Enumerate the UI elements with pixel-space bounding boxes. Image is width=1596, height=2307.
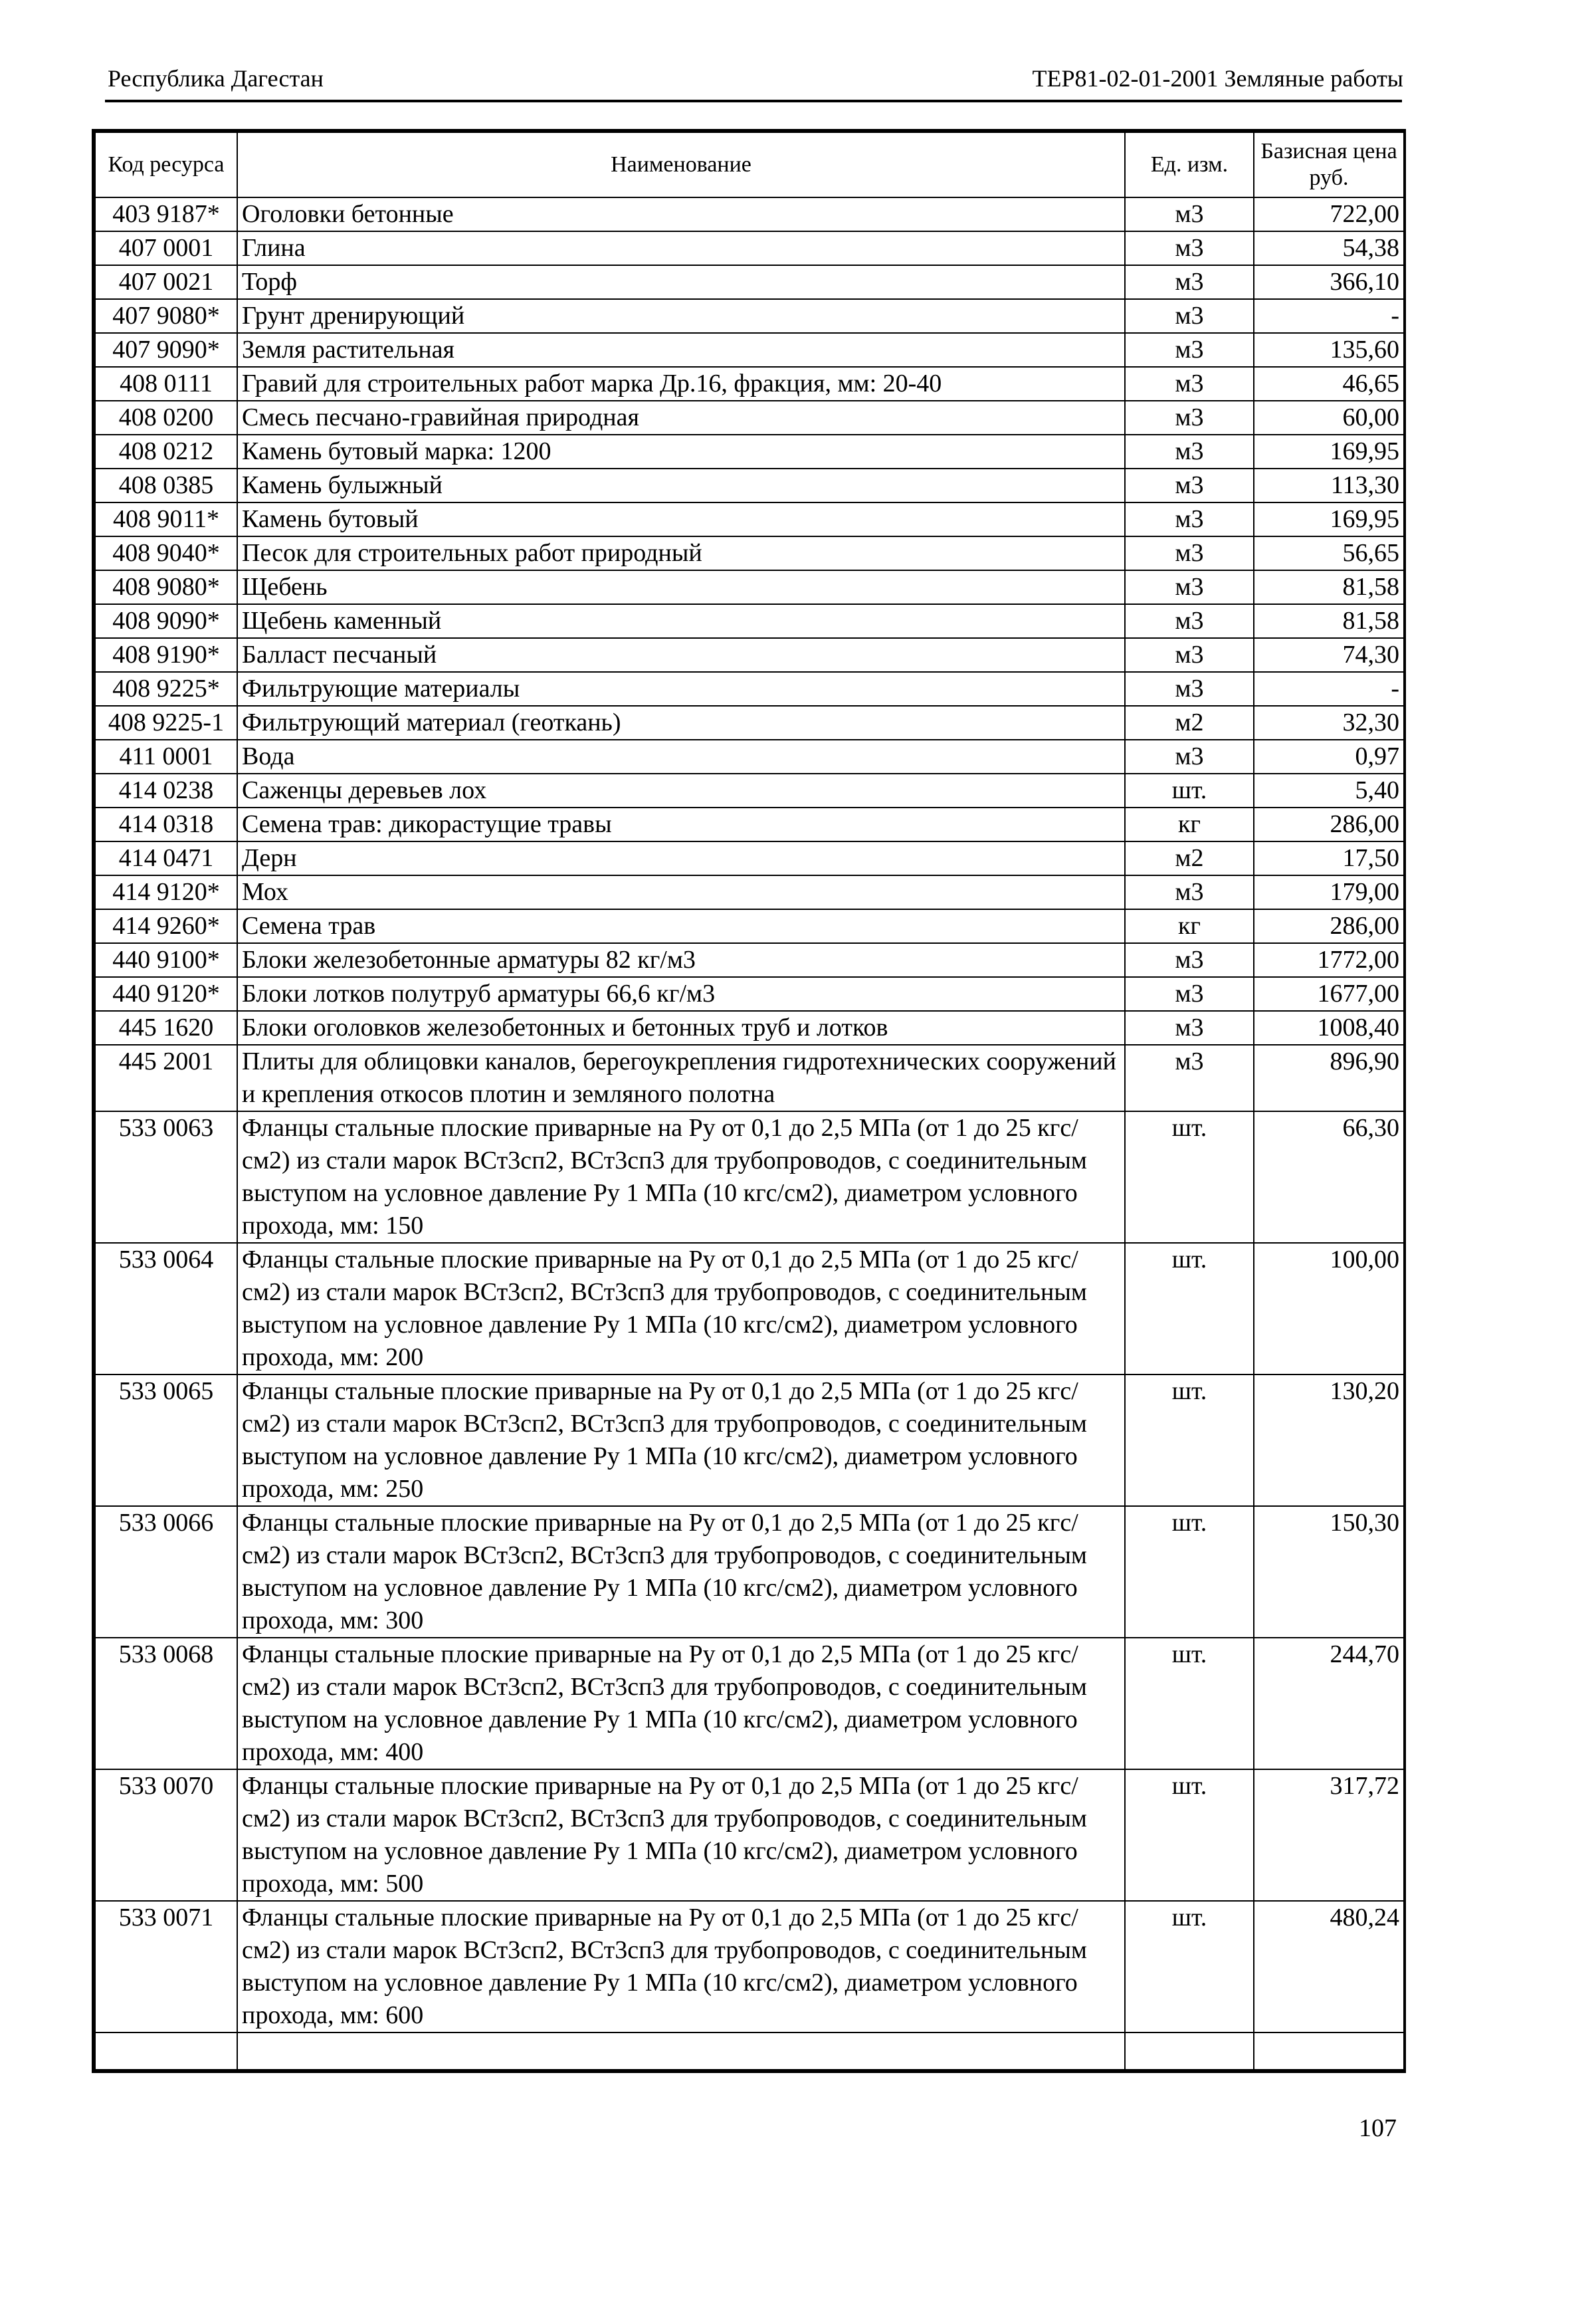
resource-name-cell: Фланцы стальные плоские приварные на Ру от 0,1 до 2,5 МПа (от 1 до 25 кгс/см2) из стали марок ВСт3сп2, ВСт3сп3 для трубопроводов, с соединительным выступом на условное давление Ру 1 МПа (10 кгс/см2), диаметром условного прохода, мм: 500 xyxy=(237,1769,1125,1901)
resource-name-cell: Гравий для строительных работ марка Др.16, фракция, мм: 20-40 xyxy=(237,367,1125,401)
unit-cell: м3 xyxy=(1125,367,1254,401)
base-price-cell: 0,97 xyxy=(1254,740,1404,774)
base-price-cell: 46,65 xyxy=(1254,367,1404,401)
unit-cell: м3 xyxy=(1125,977,1254,1011)
resource-code-cell: 533 0068 xyxy=(95,1638,237,1769)
base-price-cell: 169,95 xyxy=(1254,435,1404,469)
resource-code-cell: 414 9260* xyxy=(95,909,237,943)
resource-name-cell: Семена трав xyxy=(237,909,1125,943)
resource-code-cell: 411 0001 xyxy=(95,740,237,774)
unit-cell: м3 xyxy=(1125,1011,1254,1045)
base-price-cell: 81,58 xyxy=(1254,570,1404,604)
column-header-name: Наименование xyxy=(237,132,1125,197)
base-price-cell: 1772,00 xyxy=(1254,943,1404,977)
unit-cell: м3 xyxy=(1125,638,1254,672)
base-price-cell: - xyxy=(1254,299,1404,333)
base-price-cell: 32,30 xyxy=(1254,706,1404,740)
base-price-cell: 60,00 xyxy=(1254,401,1404,435)
resource-code-cell: 408 0200 xyxy=(95,401,237,435)
table-row xyxy=(95,265,1404,299)
empty-cell xyxy=(1254,2032,1404,2070)
resource-name-cell: Камень бутовый марка: 1200 xyxy=(237,435,1125,469)
resource-table-frame xyxy=(92,129,1406,2073)
unit-cell: м3 xyxy=(1125,740,1254,774)
unit-cell: шт. xyxy=(1125,1506,1254,1638)
resource-name-cell: Торф xyxy=(237,265,1125,299)
empty-cell xyxy=(237,2032,1125,2070)
resource-name-cell: Фланцы стальные плоские приварные на Ру от 0,1 до 2,5 МПа (от 1 до 25 кгс/см2) из стали марок ВСт3сп2, ВСт3сп3 для трубопроводов, с соединительным выступом на условное давление Ру 1 МПа (10 кгс/см2), диаметром условного прохода, мм: 600 xyxy=(237,1901,1125,2032)
resource-name-cell: Блоки лотков полутруб арматуры 66,6 кг/м3 xyxy=(237,977,1125,1011)
unit-cell: м3 xyxy=(1125,604,1254,638)
table-row xyxy=(95,706,1404,740)
resource-code-cell: 414 0318 xyxy=(95,808,237,841)
resource-name-cell: Фильтрующий материал (геоткань) xyxy=(237,706,1125,740)
table-row xyxy=(95,435,1404,469)
unit-cell: м3 xyxy=(1125,469,1254,502)
table-row xyxy=(95,1769,1404,1901)
table-row xyxy=(95,1374,1404,1506)
unit-cell: кг xyxy=(1125,909,1254,943)
base-price-cell: 74,30 xyxy=(1254,638,1404,672)
unit-cell: шт. xyxy=(1125,1901,1254,2032)
header-divider xyxy=(105,100,1402,102)
table-row xyxy=(95,1901,1404,2032)
unit-cell: м3 xyxy=(1125,570,1254,604)
resource-code-cell: 414 9120* xyxy=(95,875,237,909)
column-header-unit: Ед. изм. xyxy=(1125,132,1254,197)
unit-cell: м3 xyxy=(1125,333,1254,367)
resource-code-cell: 445 2001 xyxy=(95,1045,237,1111)
unit-cell: шт. xyxy=(1125,1769,1254,1901)
table-row xyxy=(95,808,1404,841)
base-price-cell: 130,20 xyxy=(1254,1374,1404,1506)
resource-name-cell: Дерн xyxy=(237,841,1125,875)
table-row xyxy=(95,841,1404,875)
unit-cell: м3 xyxy=(1125,435,1254,469)
column-header-price: Базисная цена руб. xyxy=(1254,132,1404,197)
resource-code-cell: 408 9225* xyxy=(95,672,237,706)
resource-code-cell: 440 9120* xyxy=(95,977,237,1011)
resource-code-cell: 414 0471 xyxy=(95,841,237,875)
resource-name-cell: Фланцы стальные плоские приварные на Ру от 0,1 до 2,5 МПа (от 1 до 25 кгс/см2) из стали марок ВСт3сп2, ВСт3сп3 для трубопроводов, с соединительным выступом на условное давление Ру 1 МПа (10 кгс/см2), диаметром условного прохода, мм: 150 xyxy=(237,1111,1125,1243)
resource-code-cell: 408 9225-1 xyxy=(95,706,237,740)
table-row xyxy=(95,197,1404,231)
resource-name-cell: Саженцы деревьев лох xyxy=(237,774,1125,808)
resource-name-cell: Земля растительная xyxy=(237,333,1125,367)
resource-code-cell: 408 9011* xyxy=(95,502,237,536)
resource-code-cell: 533 0063 xyxy=(95,1111,237,1243)
table-row xyxy=(95,1111,1404,1243)
base-price-cell: 56,65 xyxy=(1254,536,1404,570)
base-price-cell: 17,50 xyxy=(1254,841,1404,875)
resource-name-cell: Балласт песчаный xyxy=(237,638,1125,672)
resource-name-cell: Фланцы стальные плоские приварные на Ру от 0,1 до 2,5 МПа (от 1 до 25 кгс/см2) из стали марок ВСт3сп2, ВСт3сп3 для трубопроводов, с соединительным выступом на условное давление Ру 1 МПа (10 кгс/см2), диаметром условного прохода, мм: 400 xyxy=(237,1638,1125,1769)
unit-cell: шт. xyxy=(1125,1374,1254,1506)
base-price-cell: 366,10 xyxy=(1254,265,1404,299)
unit-cell: м3 xyxy=(1125,299,1254,333)
base-price-cell: 480,24 xyxy=(1254,1901,1404,2032)
table-row xyxy=(95,638,1404,672)
table-row xyxy=(95,1011,1404,1045)
resource-code-cell: 408 9090* xyxy=(95,604,237,638)
resource-code-cell: 533 0065 xyxy=(95,1374,237,1506)
unit-cell: м3 xyxy=(1125,401,1254,435)
empty-cell xyxy=(95,2032,237,2070)
table-row xyxy=(95,774,1404,808)
base-price-cell: 244,70 xyxy=(1254,1638,1404,1769)
resource-code-cell: 408 0212 xyxy=(95,435,237,469)
table-row xyxy=(95,875,1404,909)
unit-cell: м2 xyxy=(1125,706,1254,740)
base-price-cell: 5,40 xyxy=(1254,774,1404,808)
resource-code-cell: 533 0064 xyxy=(95,1243,237,1374)
table-header-row xyxy=(95,132,1404,197)
column-header-code: Код ресурса xyxy=(95,132,237,197)
unit-cell: м3 xyxy=(1125,197,1254,231)
document-region: Республика Дагестан xyxy=(108,65,324,92)
base-price-cell: 286,00 xyxy=(1254,808,1404,841)
base-price-cell: 66,30 xyxy=(1254,1111,1404,1243)
resource-name-cell: Щебень xyxy=(237,570,1125,604)
resource-name-cell: Фланцы стальные плоские приварные на Ру от 0,1 до 2,5 МПа (от 1 до 25 кгс/см2) из стали марок ВСт3сп2, ВСт3сп3 для трубопроводов, с соединительным выступом на условное давление Ру 1 МПа (10 кгс/см2), диаметром условного прохода, мм: 250 xyxy=(237,1374,1125,1506)
resource-table xyxy=(94,132,1405,2070)
table-row-empty xyxy=(95,2032,1404,2070)
resource-code-cell: 440 9100* xyxy=(95,943,237,977)
base-price-cell: 113,30 xyxy=(1254,469,1404,502)
unit-cell: шт. xyxy=(1125,1243,1254,1374)
page-number: 107 xyxy=(1359,2114,1397,2142)
resource-code-cell: 414 0238 xyxy=(95,774,237,808)
resource-code-cell: 533 0066 xyxy=(95,1506,237,1638)
unit-cell: кг xyxy=(1125,808,1254,841)
base-price-cell: 81,58 xyxy=(1254,604,1404,638)
resource-name-cell: Семена трав: дикорастущие травы xyxy=(237,808,1125,841)
resource-name-cell: Оголовки бетонные xyxy=(237,197,1125,231)
base-price-cell: 100,00 xyxy=(1254,1243,1404,1374)
resource-name-cell: Блоки оголовков железобетонных и бетонных труб и лотков xyxy=(237,1011,1125,1045)
resource-code-cell: 407 0001 xyxy=(95,231,237,265)
resource-name-cell: Камень бутовый xyxy=(237,502,1125,536)
resource-code-cell: 407 9080* xyxy=(95,299,237,333)
table-body xyxy=(95,197,1404,2070)
table-row xyxy=(95,604,1404,638)
table-row xyxy=(95,1638,1404,1769)
base-price-cell: 150,30 xyxy=(1254,1506,1404,1638)
resource-code-cell: 533 0071 xyxy=(95,1901,237,2032)
table-row xyxy=(95,977,1404,1011)
resource-name-cell: Вода xyxy=(237,740,1125,774)
base-price-cell: 1677,00 xyxy=(1254,977,1404,1011)
base-price-cell: 1008,40 xyxy=(1254,1011,1404,1045)
resource-code-cell: 408 9190* xyxy=(95,638,237,672)
unit-cell: м3 xyxy=(1125,672,1254,706)
resource-name-cell: Плиты для облицовки каналов, берегоукрепления гидротехнических сооружений и крепления откосов плотин и земляного полотна xyxy=(237,1045,1125,1111)
unit-cell: м3 xyxy=(1125,265,1254,299)
unit-cell: м2 xyxy=(1125,841,1254,875)
unit-cell: м3 xyxy=(1125,1045,1254,1111)
resource-name-cell: Песок для строительных работ природный xyxy=(237,536,1125,570)
table-row xyxy=(95,401,1404,435)
table-row xyxy=(95,943,1404,977)
resource-name-cell: Щебень каменный xyxy=(237,604,1125,638)
base-price-cell: 54,38 xyxy=(1254,231,1404,265)
resource-name-cell: Камень булыжный xyxy=(237,469,1125,502)
table-row xyxy=(95,909,1404,943)
table-row xyxy=(95,1243,1404,1374)
table-row xyxy=(95,1045,1404,1111)
base-price-cell: 722,00 xyxy=(1254,197,1404,231)
table-row xyxy=(95,1506,1404,1638)
resource-code-cell: 403 9187* xyxy=(95,197,237,231)
table-row xyxy=(95,536,1404,570)
table-row xyxy=(95,740,1404,774)
base-price-cell: 179,00 xyxy=(1254,875,1404,909)
empty-cell xyxy=(1125,2032,1254,2070)
resource-name-cell: Фланцы стальные плоские приварные на Ру от 0,1 до 2,5 МПа (от 1 до 25 кгс/см2) из стали марок ВСт3сп2, ВСт3сп3 для трубопроводов, с соединительным выступом на условное давление Ру 1 МПа (10 кгс/см2), диаметром условного прохода, мм: 200 xyxy=(237,1243,1125,1374)
table-row xyxy=(95,333,1404,367)
unit-cell: шт. xyxy=(1125,774,1254,808)
resource-name-cell: Фильтрующие материалы xyxy=(237,672,1125,706)
resource-name-cell: Мох xyxy=(237,875,1125,909)
resource-name-cell: Смесь песчано-гравийная природная xyxy=(237,401,1125,435)
unit-cell: м3 xyxy=(1125,536,1254,570)
base-price-cell: 317,72 xyxy=(1254,1769,1404,1901)
resource-code-cell: 407 9090* xyxy=(95,333,237,367)
base-price-cell: 286,00 xyxy=(1254,909,1404,943)
unit-cell: шт. xyxy=(1125,1111,1254,1243)
table-row xyxy=(95,672,1404,706)
resource-name-cell: Грунт дренирующий xyxy=(237,299,1125,333)
unit-cell: м3 xyxy=(1125,875,1254,909)
table-row xyxy=(95,367,1404,401)
resource-code-cell: 407 0021 xyxy=(95,265,237,299)
unit-cell: м3 xyxy=(1125,231,1254,265)
resource-name-cell: Блоки железобетонные арматуры 82 кг/м3 xyxy=(237,943,1125,977)
document-title: ТЕР81-02-01-2001 Земляные работы xyxy=(1032,65,1403,92)
table-row xyxy=(95,299,1404,333)
unit-cell: м3 xyxy=(1125,502,1254,536)
base-price-cell: - xyxy=(1254,672,1404,706)
table-row xyxy=(95,469,1404,502)
resource-code-cell: 408 0111 xyxy=(95,367,237,401)
base-price-cell: 135,60 xyxy=(1254,333,1404,367)
resource-code-cell: 533 0070 xyxy=(95,1769,237,1901)
unit-cell: шт. xyxy=(1125,1638,1254,1769)
unit-cell: м3 xyxy=(1125,943,1254,977)
resource-name-cell: Глина xyxy=(237,231,1125,265)
table-row xyxy=(95,570,1404,604)
table-row xyxy=(95,231,1404,265)
resource-code-cell: 408 0385 xyxy=(95,469,237,502)
resource-code-cell: 445 1620 xyxy=(95,1011,237,1045)
resource-code-cell: 408 9040* xyxy=(95,536,237,570)
base-price-cell: 896,90 xyxy=(1254,1045,1404,1111)
base-price-cell: 169,95 xyxy=(1254,502,1404,536)
table-row xyxy=(95,502,1404,536)
resource-name-cell: Фланцы стальные плоские приварные на Ру от 0,1 до 2,5 МПа (от 1 до 25 кгс/см2) из стали марок ВСт3сп2, ВСт3сп3 для трубопроводов, с соединительным выступом на условное давление Ру 1 МПа (10 кгс/см2), диаметром условного прохода, мм: 300 xyxy=(237,1506,1125,1638)
resource-code-cell: 408 9080* xyxy=(95,570,237,604)
